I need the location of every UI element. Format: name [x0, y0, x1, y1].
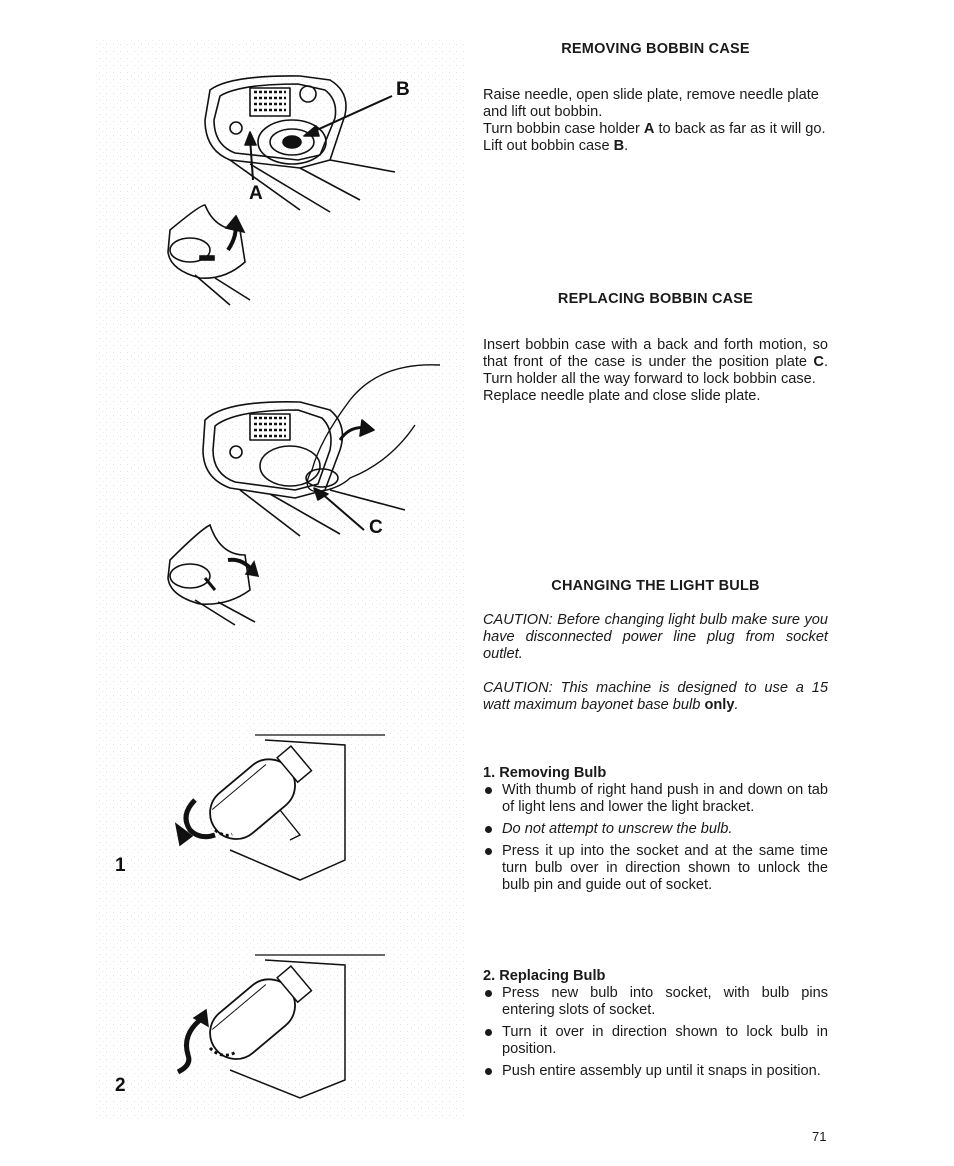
- section-removing-bulb: [483, 764, 828, 899]
- figure-number-2: 2: [115, 1075, 126, 1096]
- section-removing-bobbin-case: [483, 40, 828, 155]
- caution-text: CAUTION: Before changing light bulb make sure you have disconnected power line plug from socket outlet.: [483, 612, 828, 662]
- section-replacing-bulb: [483, 967, 828, 1085]
- list-item: Press it up into the socket and at the same time turn bulb over in direction shown to unlock the bulb pin and guide out of socket.: [483, 843, 828, 894]
- instruction-text: Replace needle plate and close slide plate.: [483, 388, 761, 404]
- section-title: REPLACING BOBBIN CASE: [557, 291, 754, 307]
- instruction-text: Insert bobbin case with a back and forth motion, so that front of the case is under the position plate C. Turn holder all the way forward to lock bobbin case.: [483, 337, 828, 387]
- section-replacing-bobbin-case: [483, 290, 828, 405]
- list-item: Push entire assembly up until it snaps in position.: [483, 1063, 828, 1080]
- subsection-title: 1. Removing Bulb: [483, 765, 607, 781]
- figure-number-1: 1: [115, 855, 126, 876]
- figure-label-b: B: [396, 79, 410, 100]
- figure-label-a: A: [249, 183, 263, 204]
- removing-bulb-list: [483, 782, 828, 894]
- section-changing-light-bulb: [483, 577, 828, 714]
- instruction-text: Lift out bobbin case B.: [483, 138, 629, 154]
- figure-label-c: C: [369, 517, 383, 538]
- illustration-column: [0, 0, 470, 1166]
- instruction-text: Raise needle, open slide plate, remove needle plate and lift out bobbin.: [483, 87, 819, 120]
- list-item: Do not attempt to unscrew the bulb.: [483, 821, 828, 838]
- caution-text: CAUTION: This machine is designed to use a 15 watt maximum bayonet base bulb only.: [483, 680, 828, 713]
- section-title: CHANGING THE LIGHT BULB: [551, 578, 760, 594]
- list-item: With thumb of right hand push in and down on tab of light lens and lower the light bracket.: [483, 782, 828, 816]
- instruction-text: Turn bobbin case holder A to back as far as it will go.: [483, 121, 826, 137]
- subsection-title: 2. Replacing Bulb: [483, 968, 606, 984]
- page-number: 71: [812, 1129, 827, 1144]
- replacing-bulb-list: [483, 985, 828, 1080]
- section-title: REMOVING BOBBIN CASE: [561, 41, 750, 57]
- list-item: Press new bulb into socket, with bulb pins entering slots of socket.: [483, 985, 828, 1019]
- list-item: Turn it over in direction shown to lock bulb in position.: [483, 1024, 828, 1058]
